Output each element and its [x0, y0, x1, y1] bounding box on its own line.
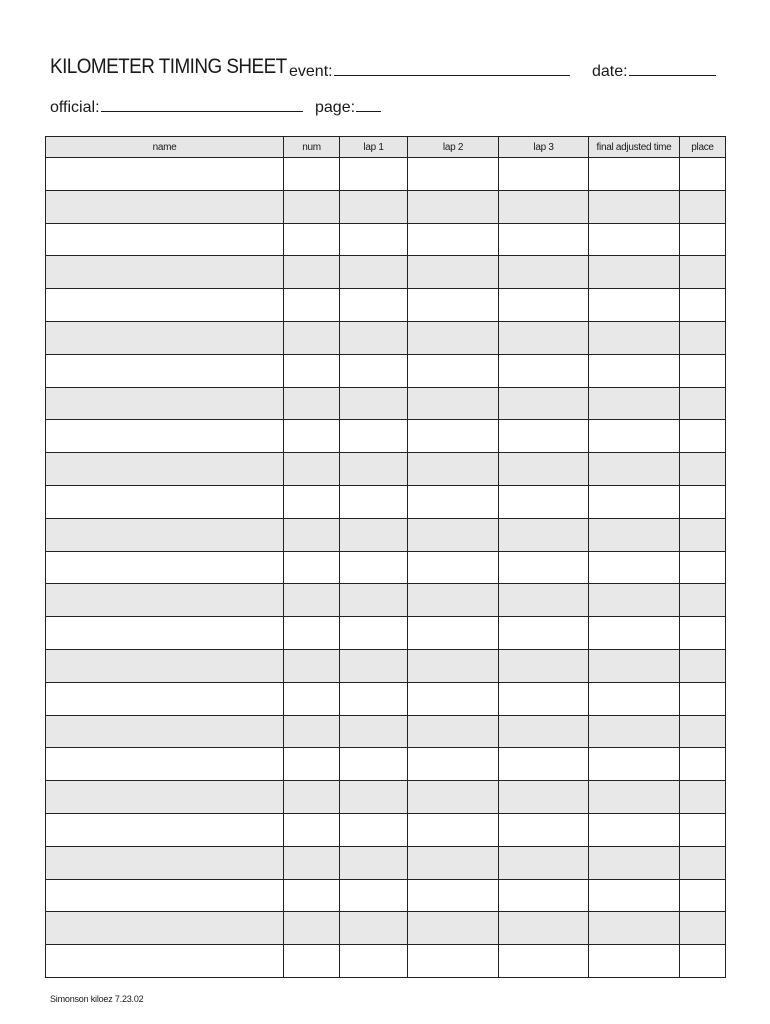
- cell-lap-2[interactable]: [408, 584, 499, 617]
- cell-final-adjusted-time[interactable]: [589, 453, 680, 486]
- cell-final-adjusted-time[interactable]: [589, 158, 680, 191]
- footer-credit: Simonson kiloez 7.23.02: [50, 994, 144, 1004]
- cell-lap-3[interactable]: [499, 354, 589, 387]
- cell-num[interactable]: [284, 289, 340, 322]
- cell-final-adjusted-time[interactable]: [589, 617, 680, 650]
- table-row: [46, 617, 726, 650]
- cell-num[interactable]: [284, 190, 340, 223]
- cell-name[interactable]: [46, 912, 284, 945]
- cell-lap-1[interactable]: [340, 551, 408, 584]
- cell-lap-1[interactable]: [340, 649, 408, 682]
- cell-lap-1[interactable]: [340, 453, 408, 486]
- cell-final-adjusted-time[interactable]: [589, 649, 680, 682]
- cell-name[interactable]: [46, 879, 284, 912]
- timing-table: [45, 136, 726, 978]
- col-header-final-adjusted-time: final adjusted time: [589, 137, 680, 158]
- cell-lap-1[interactable]: [340, 846, 408, 879]
- cell-final-adjusted-time[interactable]: [589, 321, 680, 354]
- cell-place[interactable]: [680, 387, 726, 420]
- cell-final-adjusted-time[interactable]: [589, 485, 680, 518]
- cell-lap-3[interactable]: [499, 223, 589, 256]
- cell-lap-2[interactable]: [408, 387, 499, 420]
- cell-final-adjusted-time[interactable]: [589, 256, 680, 289]
- cell-name[interactable]: [46, 945, 284, 978]
- cell-num[interactable]: [284, 617, 340, 650]
- cell-place[interactable]: [680, 846, 726, 879]
- table-row: [46, 485, 726, 518]
- cell-num[interactable]: [284, 551, 340, 584]
- table-row: [46, 158, 726, 191]
- cell-lap-1[interactable]: [340, 289, 408, 322]
- cell-lap-2[interactable]: [408, 551, 499, 584]
- table-row: [46, 912, 726, 945]
- cell-lap-1[interactable]: [340, 879, 408, 912]
- cell-place[interactable]: [680, 551, 726, 584]
- cell-name[interactable]: [46, 617, 284, 650]
- sheet-title: KILOMETER TIMING SHEET: [50, 55, 287, 78]
- cell-lap-3[interactable]: [499, 453, 589, 486]
- table-row: [46, 453, 726, 486]
- event-label: event:: [289, 63, 333, 80]
- cell-num[interactable]: [284, 748, 340, 781]
- cell-name[interactable]: [46, 289, 284, 322]
- cell-place[interactable]: [680, 256, 726, 289]
- cell-lap-2[interactable]: [408, 945, 499, 978]
- cell-place[interactable]: [680, 190, 726, 223]
- cell-num[interactable]: [284, 682, 340, 715]
- cell-final-adjusted-time[interactable]: [589, 354, 680, 387]
- cell-lap-3[interactable]: [499, 321, 589, 354]
- cell-lap-3[interactable]: [499, 879, 589, 912]
- cell-num[interactable]: [284, 453, 340, 486]
- table-row: [46, 715, 726, 748]
- page-label: page:: [315, 99, 356, 116]
- cell-name[interactable]: [46, 649, 284, 682]
- cell-lap-1[interactable]: [340, 190, 408, 223]
- cell-lap-2[interactable]: [408, 289, 499, 322]
- cell-lap-1[interactable]: [340, 485, 408, 518]
- cell-lap-1[interactable]: [340, 584, 408, 617]
- table-row: [46, 420, 726, 453]
- cell-name[interactable]: [46, 387, 284, 420]
- cell-lap-1[interactable]: [340, 354, 408, 387]
- cell-place[interactable]: [680, 321, 726, 354]
- cell-place[interactable]: [680, 813, 726, 846]
- cell-name[interactable]: [46, 781, 284, 814]
- table-row: [46, 321, 726, 354]
- cell-place[interactable]: [680, 945, 726, 978]
- cell-num[interactable]: [284, 813, 340, 846]
- cell-lap-3[interactable]: [499, 387, 589, 420]
- cell-final-adjusted-time[interactable]: [589, 518, 680, 551]
- cell-lap-1[interactable]: [340, 781, 408, 814]
- cell-place[interactable]: [680, 354, 726, 387]
- cell-final-adjusted-time[interactable]: [589, 813, 680, 846]
- table-row: [46, 682, 726, 715]
- cell-lap-2[interactable]: [408, 518, 499, 551]
- cell-lap-2[interactable]: [408, 420, 499, 453]
- cell-final-adjusted-time[interactable]: [589, 387, 680, 420]
- cell-final-adjusted-time[interactable]: [589, 420, 680, 453]
- cell-final-adjusted-time[interactable]: [589, 551, 680, 584]
- cell-lap-1[interactable]: [340, 158, 408, 191]
- cell-lap-2[interactable]: [408, 321, 499, 354]
- cell-lap-2[interactable]: [408, 682, 499, 715]
- cell-final-adjusted-time[interactable]: [589, 945, 680, 978]
- cell-name[interactable]: [46, 682, 284, 715]
- cell-lap-2[interactable]: [408, 617, 499, 650]
- event-line[interactable]: [334, 61, 570, 76]
- cell-place[interactable]: [680, 617, 726, 650]
- cell-place[interactable]: [680, 158, 726, 191]
- table-row: [46, 649, 726, 682]
- cell-lap-2[interactable]: [408, 158, 499, 191]
- cell-lap-1[interactable]: [340, 518, 408, 551]
- official-field[interactable]: [50, 97, 303, 117]
- cell-lap-2[interactable]: [408, 649, 499, 682]
- cell-lap-3[interactable]: [499, 715, 589, 748]
- cell-name[interactable]: [46, 354, 284, 387]
- cell-num[interactable]: [284, 158, 340, 191]
- cell-num[interactable]: [284, 518, 340, 551]
- cell-name[interactable]: [46, 256, 284, 289]
- cell-lap-2[interactable]: [408, 354, 499, 387]
- cell-lap-3[interactable]: [499, 617, 589, 650]
- cell-lap-2[interactable]: [408, 912, 499, 945]
- cell-name[interactable]: [46, 321, 284, 354]
- table-row: [46, 223, 726, 256]
- cell-place[interactable]: [680, 879, 726, 912]
- header-row: [46, 137, 726, 158]
- cell-num[interactable]: [284, 879, 340, 912]
- cell-lap-3[interactable]: [499, 813, 589, 846]
- cell-place[interactable]: [680, 289, 726, 322]
- table-row: [46, 748, 726, 781]
- col-header-num: num: [284, 137, 340, 158]
- cell-num[interactable]: [284, 584, 340, 617]
- cell-lap-2[interactable]: [408, 256, 499, 289]
- cell-lap-3[interactable]: [499, 945, 589, 978]
- cell-name[interactable]: [46, 158, 284, 191]
- cell-place[interactable]: [680, 584, 726, 617]
- cell-name[interactable]: [46, 748, 284, 781]
- cell-final-adjusted-time[interactable]: [589, 223, 680, 256]
- cell-num[interactable]: [284, 256, 340, 289]
- col-header-place: place: [680, 137, 726, 158]
- date-label: date:: [592, 63, 628, 80]
- cell-place[interactable]: [680, 485, 726, 518]
- cell-lap-1[interactable]: [340, 256, 408, 289]
- cell-lap-3[interactable]: [499, 518, 589, 551]
- cell-lap-3[interactable]: [499, 256, 589, 289]
- cell-name[interactable]: [46, 846, 284, 879]
- cell-lap-3[interactable]: [499, 748, 589, 781]
- cell-name[interactable]: [46, 518, 284, 551]
- table-body: [46, 158, 726, 978]
- cell-place[interactable]: [680, 223, 726, 256]
- cell-lap-3[interactable]: [499, 781, 589, 814]
- cell-final-adjusted-time[interactable]: [589, 879, 680, 912]
- cell-name[interactable]: [46, 715, 284, 748]
- cell-lap-1[interactable]: [340, 617, 408, 650]
- col-header-name: name: [46, 137, 284, 158]
- table-row: [46, 518, 726, 551]
- cell-place[interactable]: [680, 912, 726, 945]
- cell-num[interactable]: [284, 420, 340, 453]
- cell-lap-3[interactable]: [499, 190, 589, 223]
- cell-lap-1[interactable]: [340, 387, 408, 420]
- cell-name[interactable]: [46, 584, 284, 617]
- cell-lap-1[interactable]: [340, 813, 408, 846]
- cell-lap-3[interactable]: [499, 289, 589, 322]
- table-row: [46, 551, 726, 584]
- cell-lap-2[interactable]: [408, 748, 499, 781]
- official-label: official:: [50, 99, 100, 116]
- table-row: [46, 190, 726, 223]
- cell-num[interactable]: [284, 485, 340, 518]
- cell-lap-1[interactable]: [340, 223, 408, 256]
- cell-lap-3[interactable]: [499, 551, 589, 584]
- cell-lap-3[interactable]: [499, 485, 589, 518]
- cell-num[interactable]: [284, 715, 340, 748]
- cell-num[interactable]: [284, 387, 340, 420]
- cell-final-adjusted-time[interactable]: [589, 748, 680, 781]
- page-line[interactable]: [356, 97, 381, 112]
- cell-place[interactable]: [680, 715, 726, 748]
- cell-lap-3[interactable]: [499, 158, 589, 191]
- cell-num[interactable]: [284, 846, 340, 879]
- cell-lap-1[interactable]: [340, 912, 408, 945]
- cell-lap-1[interactable]: [340, 748, 408, 781]
- cell-lap-3[interactable]: [499, 912, 589, 945]
- cell-lap-2[interactable]: [408, 781, 499, 814]
- cell-lap-3[interactable]: [499, 846, 589, 879]
- cell-lap-3[interactable]: [499, 420, 589, 453]
- table-row: [46, 945, 726, 978]
- col-header-lap-3: lap 3: [499, 137, 589, 158]
- table-row: [46, 256, 726, 289]
- cell-final-adjusted-time[interactable]: [589, 190, 680, 223]
- cell-lap-3[interactable]: [499, 649, 589, 682]
- cell-num[interactable]: [284, 781, 340, 814]
- cell-place[interactable]: [680, 420, 726, 453]
- page-field[interactable]: [315, 97, 381, 117]
- cell-place[interactable]: [680, 453, 726, 486]
- cell-name[interactable]: [46, 485, 284, 518]
- date-field[interactable]: [592, 61, 716, 81]
- cell-place[interactable]: [680, 649, 726, 682]
- cell-num[interactable]: [284, 945, 340, 978]
- cell-place[interactable]: [680, 682, 726, 715]
- cell-name[interactable]: [46, 420, 284, 453]
- table-row: [46, 354, 726, 387]
- cell-lap-2[interactable]: [408, 846, 499, 879]
- cell-lap-3[interactable]: [499, 682, 589, 715]
- cell-lap-2[interactable]: [408, 453, 499, 486]
- table-row: [46, 584, 726, 617]
- cell-lap-1[interactable]: [340, 945, 408, 978]
- cell-name[interactable]: [46, 551, 284, 584]
- cell-place[interactable]: [680, 518, 726, 551]
- table-row: [46, 781, 726, 814]
- event-field[interactable]: [289, 61, 570, 81]
- table-row: [46, 289, 726, 322]
- cell-lap-2[interactable]: [408, 190, 499, 223]
- cell-num[interactable]: [284, 321, 340, 354]
- cell-final-adjusted-time[interactable]: [589, 912, 680, 945]
- cell-name[interactable]: [46, 190, 284, 223]
- cell-final-adjusted-time[interactable]: [589, 846, 680, 879]
- cell-final-adjusted-time[interactable]: [589, 715, 680, 748]
- cell-num[interactable]: [284, 354, 340, 387]
- table-row: [46, 846, 726, 879]
- cell-lap-1[interactable]: [340, 420, 408, 453]
- date-line[interactable]: [629, 61, 716, 76]
- col-header-lap-1: lap 1: [340, 137, 408, 158]
- table-row: [46, 387, 726, 420]
- cell-final-adjusted-time[interactable]: [589, 682, 680, 715]
- cell-num[interactable]: [284, 912, 340, 945]
- table-row: [46, 813, 726, 846]
- official-line[interactable]: [101, 97, 303, 112]
- cell-lap-2[interactable]: [408, 813, 499, 846]
- cell-final-adjusted-time[interactable]: [589, 584, 680, 617]
- cell-place[interactable]: [680, 781, 726, 814]
- cell-num[interactable]: [284, 223, 340, 256]
- cell-lap-1[interactable]: [340, 682, 408, 715]
- cell-lap-3[interactable]: [499, 584, 589, 617]
- cell-name[interactable]: [46, 223, 284, 256]
- cell-final-adjusted-time[interactable]: [589, 781, 680, 814]
- cell-lap-2[interactable]: [408, 715, 499, 748]
- cell-final-adjusted-time[interactable]: [589, 289, 680, 322]
- cell-lap-1[interactable]: [340, 321, 408, 354]
- cell-lap-2[interactable]: [408, 223, 499, 256]
- cell-lap-1[interactable]: [340, 715, 408, 748]
- table-row: [46, 879, 726, 912]
- cell-lap-2[interactable]: [408, 879, 499, 912]
- cell-place[interactable]: [680, 748, 726, 781]
- cell-name[interactable]: [46, 813, 284, 846]
- col-header-lap-2: lap 2: [408, 137, 499, 158]
- cell-num[interactable]: [284, 649, 340, 682]
- cell-lap-2[interactable]: [408, 485, 499, 518]
- cell-name[interactable]: [46, 453, 284, 486]
